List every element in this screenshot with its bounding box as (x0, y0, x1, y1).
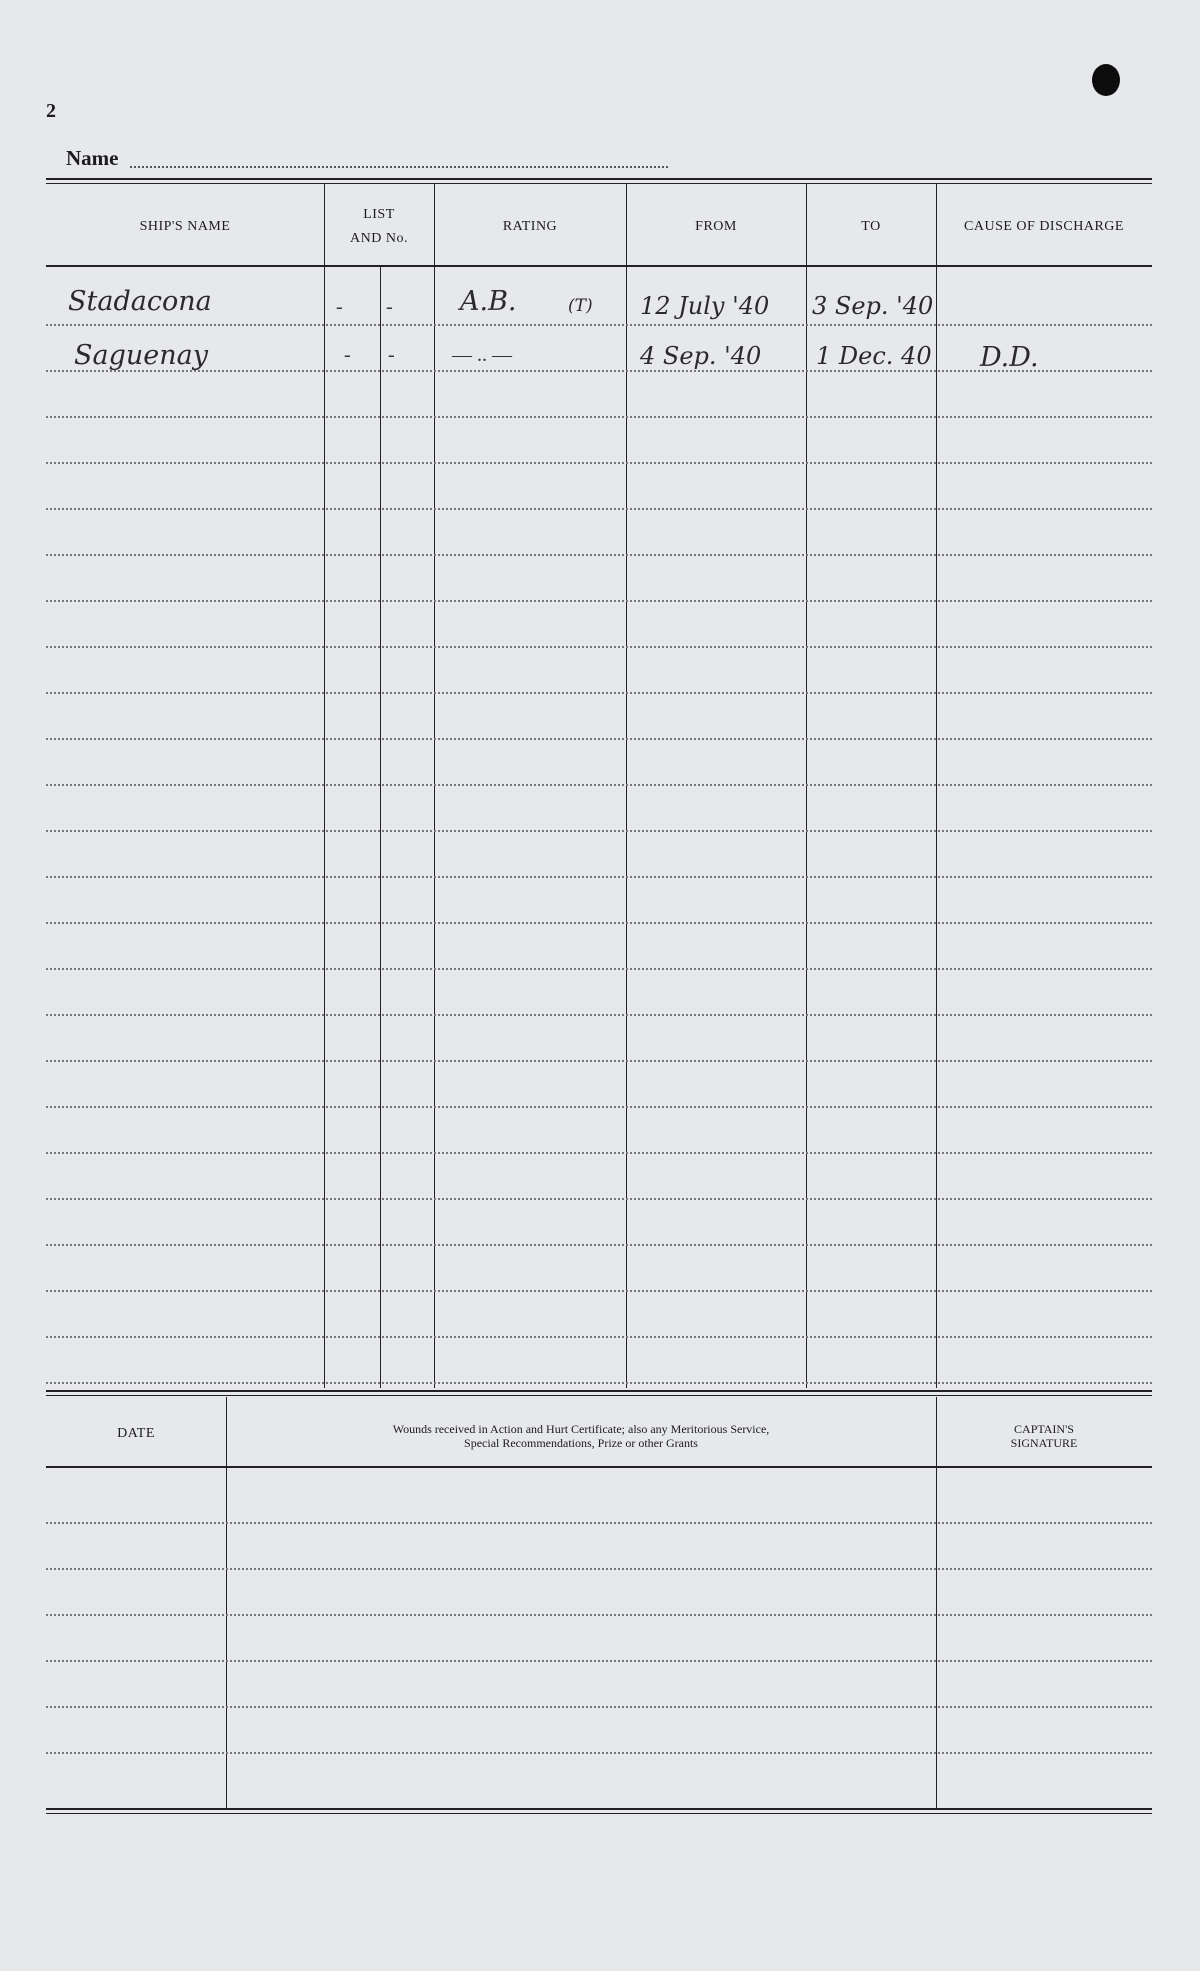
header-wounds: Wounds received in Action and Hurt Certificate; also any Meritorious Service, (392, 1422, 770, 1436)
table-top-rule-thin (46, 183, 1152, 184)
header-from: FROM (695, 219, 737, 234)
ruled-line (46, 1336, 1152, 1338)
header-to: TO (861, 219, 881, 234)
table-bottom-rule-thin (46, 1395, 1152, 1396)
col-divider (936, 1397, 937, 1809)
header-bottom-rule (46, 265, 1152, 267)
col-divider (324, 184, 325, 1388)
name-label: Name (66, 146, 119, 170)
page-number: 2 (46, 100, 56, 122)
ship-name-entry: Stadacona (68, 286, 212, 317)
awards-header-rule (46, 1466, 1152, 1468)
col-divider (626, 184, 627, 1388)
header-captain: CAPTAIN'S (1014, 1422, 1074, 1436)
ruled-line (46, 738, 1152, 740)
ruled-line (46, 784, 1152, 786)
col-divider (226, 1397, 227, 1809)
col-divider (936, 184, 937, 1388)
ruled-line (46, 1244, 1152, 1246)
name-field-line (130, 166, 668, 168)
ruled-line (46, 1014, 1152, 1016)
ruled-line (46, 1568, 1152, 1570)
ruled-line (46, 416, 1152, 418)
ruled-line (46, 692, 1152, 694)
rating-entry: A.B. (460, 286, 517, 317)
ruled-line (46, 646, 1152, 648)
header-ships-name: SHIP'S NAME (139, 219, 231, 234)
ruled-line (46, 1706, 1152, 1708)
ruled-line (46, 1290, 1152, 1292)
ruled-line (46, 922, 1152, 924)
awards-bottom-rule-thin (46, 1813, 1152, 1814)
header-list-number: AND No. (350, 231, 408, 246)
ruled-line (46, 876, 1152, 878)
ruled-line (46, 324, 1152, 326)
number-entry: - (386, 296, 393, 318)
header-cause: CAUSE OF DISCHARGE (964, 219, 1124, 234)
header-rating: RATING (502, 219, 558, 234)
ruled-line (46, 1198, 1152, 1200)
table-top-rule (46, 178, 1152, 180)
table-bottom-rule (46, 1390, 1152, 1392)
list-entry: - (344, 344, 351, 366)
punch-hole (1092, 64, 1120, 96)
list-entry: - (336, 296, 343, 318)
ruled-line (46, 462, 1152, 464)
ruled-line (46, 1660, 1152, 1662)
ship-name-entry: Saguenay (74, 340, 208, 371)
number-entry: - (388, 344, 395, 366)
ruled-line (46, 508, 1152, 510)
ruled-line (46, 1522, 1152, 1524)
ruled-line (46, 968, 1152, 970)
col-divider (434, 184, 435, 1388)
ruled-line (46, 1106, 1152, 1108)
header-date: DATE (117, 1426, 155, 1441)
rating-note-entry: (T) (568, 296, 593, 316)
header-captain-signature: SIGNATURE (1010, 1436, 1078, 1450)
ruled-line (46, 1614, 1152, 1616)
from-date-entry: 4 Sep. '40 (640, 342, 762, 370)
ruled-line (46, 600, 1152, 602)
ruled-line (46, 830, 1152, 832)
ruled-line (46, 1752, 1152, 1754)
to-date-entry: 1 Dec. 40 (816, 342, 932, 370)
ruled-line (46, 1060, 1152, 1062)
to-date-entry: 3 Sep. '40 (812, 292, 934, 320)
cause-entry: D.D. (980, 342, 1039, 373)
ruled-line (46, 554, 1152, 556)
header-wounds-line2: Special Recommendations, Prize or other Grants (464, 1436, 698, 1450)
col-divider (806, 184, 807, 1388)
header-list: LIST (363, 207, 395, 222)
col-divider (380, 267, 381, 1388)
ruled-line (46, 1382, 1152, 1384)
ruled-line (46, 1152, 1152, 1154)
rating-entry: — .. — (452, 344, 512, 366)
awards-bottom-rule (46, 1808, 1152, 1810)
from-date-entry: 12 July '40 (640, 292, 770, 320)
